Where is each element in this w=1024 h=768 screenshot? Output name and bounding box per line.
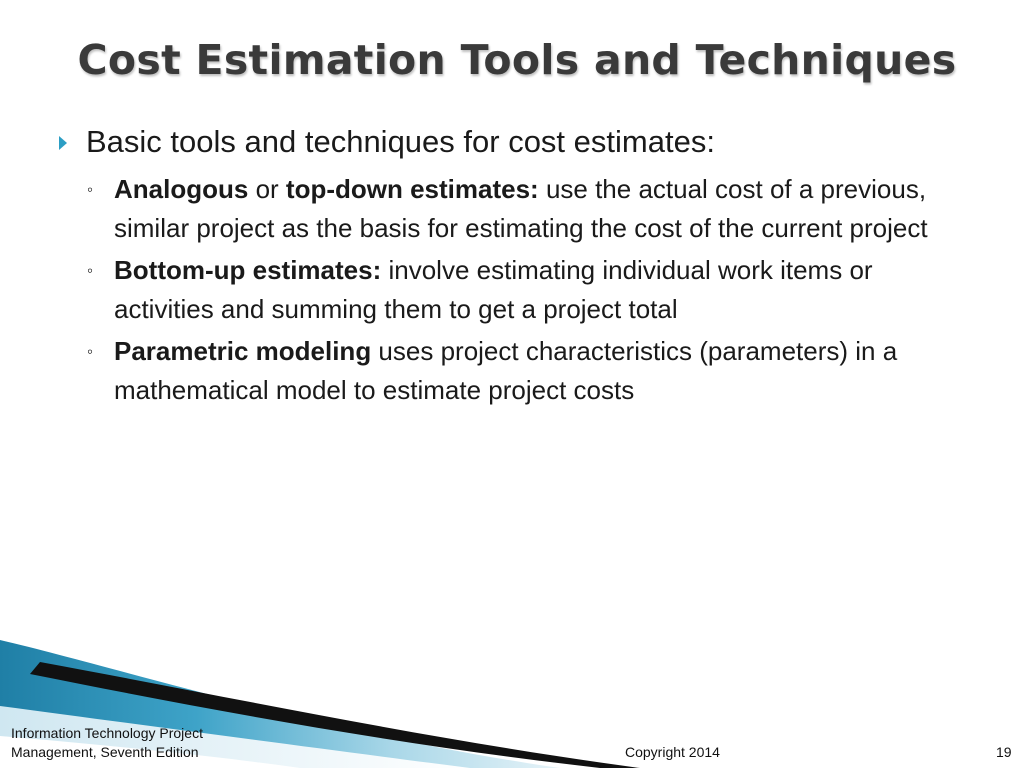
circle-bullet-icon: ◦ bbox=[87, 261, 94, 280]
description-text: use the actual cost of a previous, similar project as the basis for estimating the cost of the current project bbox=[114, 174, 928, 243]
connector-text: or bbox=[248, 174, 286, 204]
sub-bullet-list bbox=[58, 170, 978, 410]
sub-bullet-bottom-up bbox=[58, 251, 978, 329]
term-top-down: top-down estimates: bbox=[285, 174, 539, 204]
description-text: involve estimating individual work items or activities and summing them to get a project total bbox=[114, 255, 873, 324]
description-text: uses project characteristics (parameters) in a mathematical model to estimate project costs bbox=[114, 336, 898, 405]
main-bullet bbox=[58, 122, 978, 162]
footer-copyright: Copyright 2014 bbox=[625, 744, 720, 760]
sub-bullet-text bbox=[114, 332, 954, 410]
circle-bullet-icon: ◦ bbox=[87, 180, 94, 199]
footer-book-line1: Information Technology Project bbox=[11, 725, 203, 741]
sub-bullet-text bbox=[114, 251, 954, 329]
term-parametric: Parametric modeling bbox=[114, 336, 372, 366]
sub-bullet-text bbox=[114, 170, 954, 248]
slide-title: Cost Estimation Tools and Techniques bbox=[77, 36, 957, 84]
sub-bullet-parametric bbox=[58, 332, 978, 410]
term-bottom-up: Bottom-up estimates: bbox=[114, 255, 382, 285]
circle-bullet-icon: ◦ bbox=[87, 342, 94, 361]
footer-book-title bbox=[11, 724, 203, 762]
footer-book-line2: Management, Seventh Edition bbox=[11, 744, 199, 760]
main-bullet-text: Basic tools and techniques for cost estimates: bbox=[86, 124, 715, 159]
term-analogous: Analogous bbox=[114, 174, 249, 204]
slide-content bbox=[58, 122, 978, 413]
sub-bullet-analogous bbox=[58, 170, 978, 248]
footer-page-number: 19 bbox=[996, 744, 1012, 760]
triangle-bullet-icon bbox=[58, 122, 86, 151]
